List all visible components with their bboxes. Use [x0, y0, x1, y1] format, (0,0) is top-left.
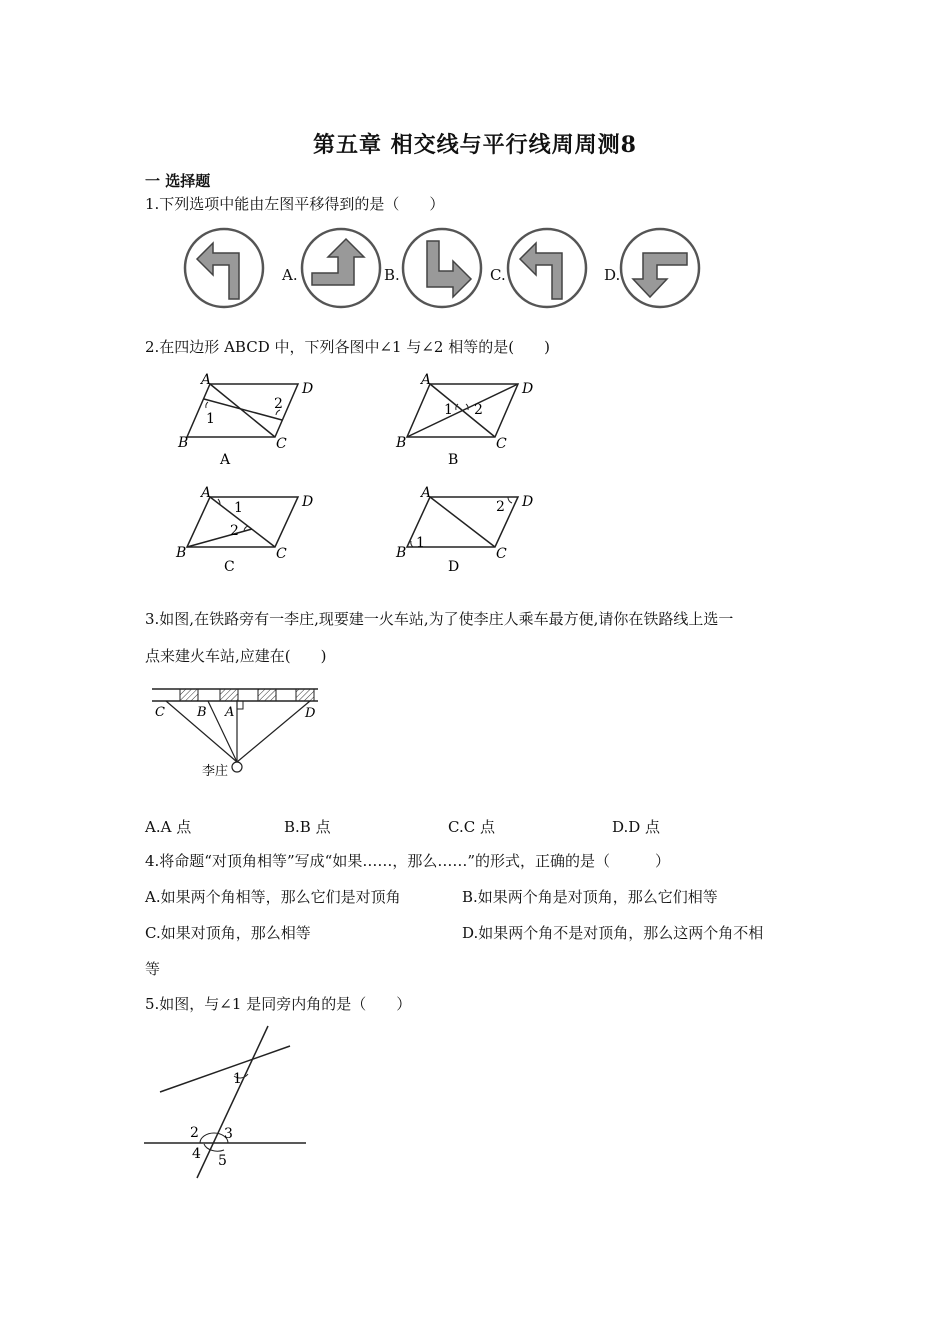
q2a-angle-1: 1: [206, 411, 215, 427]
q3-option-d: D.D 点: [612, 818, 661, 836]
q2a-vertex-d: D: [302, 381, 314, 397]
q3-option-b: B.B 点: [284, 818, 331, 836]
q5-angle-1: 1: [233, 1071, 242, 1087]
q1-option-a-figure: [300, 227, 384, 311]
q2c-angle-1: 1: [234, 500, 243, 516]
q2c-vertex-d: D: [302, 494, 314, 510]
q2b-vertex-b: B: [396, 435, 407, 451]
q5-angle-3: 3: [224, 1126, 233, 1142]
q3-label-c: C: [155, 705, 165, 720]
q2c-caption: C: [224, 559, 235, 575]
q2a-vertex-a: A: [201, 372, 212, 388]
q2-figure-b: [390, 372, 550, 472]
q4-option-b: B.如果两个角是对顶角，那么它们相等: [462, 888, 718, 906]
question-2-text: 2.在四边形 ABCD 中，下列各图中∠1 与∠2 相等的是( ): [145, 338, 550, 356]
q4-option-c: C.如果对顶角，那么相等: [145, 924, 311, 942]
q2-figure-a: [170, 372, 330, 472]
q1-option-d-figure: [619, 227, 703, 311]
q2c-vertex-a: A: [201, 485, 212, 501]
q3-label-d: D: [305, 706, 316, 721]
q2a-caption: A: [220, 452, 231, 468]
q2d-vertex-a: A: [421, 485, 432, 501]
q2c-vertex-c: C: [276, 546, 287, 562]
q5-angle-4: 4: [192, 1146, 201, 1162]
q5-angles-figure: [140, 1022, 315, 1182]
q4-option-d-wrap: 等: [145, 960, 161, 978]
q3-label-b: B: [197, 705, 207, 720]
question-3-line-1: 3.如图,在铁路旁有一李庄,现要建一火车站,为了使李庄人乘车最方便,请你在铁路线上选一: [145, 610, 734, 628]
q1-option-c-label: C.: [490, 266, 506, 284]
q5-angle-5: 5: [218, 1153, 227, 1169]
q2a-vertex-b: B: [178, 435, 189, 451]
q2b-vertex-a: A: [421, 372, 432, 388]
q1-option-d-label: D.: [604, 266, 621, 284]
q3-option-c: C.C 点: [448, 818, 495, 836]
q2d-vertex-b: B: [396, 545, 407, 561]
q2d-caption: D: [448, 559, 460, 575]
q2b-vertex-c: C: [496, 436, 507, 452]
q2b-vertex-d: D: [522, 381, 534, 397]
question-5-text: 5.如图，与∠1 是同旁内角的是（ ）: [145, 995, 412, 1013]
page-title: 第五章 相交线与平行线周周测8: [313, 132, 637, 158]
q2d-angle-2: 2: [496, 499, 505, 515]
q4-option-d: D.如果两个角不是对顶角，那么这两个角不相: [462, 924, 764, 942]
question-1-text: 1.下列选项中能由左图平移得到的是（ ）: [145, 195, 445, 213]
q3-option-a: A.A 点: [145, 818, 192, 836]
q2a-angle-2: 2: [274, 396, 283, 412]
q2-figure-d: [390, 485, 550, 585]
q2d-vertex-c: C: [496, 546, 507, 562]
q2b-angle-2: 2: [474, 402, 483, 418]
q2a-vertex-c: C: [276, 436, 287, 452]
q2c-vertex-b: B: [176, 545, 187, 561]
q2-figure-c: [170, 485, 330, 585]
q1-figure-original: [183, 227, 267, 311]
q1-option-b-label: B.: [384, 266, 400, 284]
q2b-angle-1: 1: [444, 402, 453, 418]
q2c-angle-2: 2: [230, 523, 239, 539]
q1-option-b-figure: [401, 227, 485, 311]
section-heading: 一 选择题: [145, 172, 211, 190]
q1-option-c-figure: [506, 227, 590, 311]
q3-label-a: A: [225, 705, 235, 720]
q2d-vertex-d: D: [522, 494, 534, 510]
q5-angle-2: 2: [190, 1125, 199, 1141]
q3-railway-figure: [150, 685, 325, 785]
q1-option-a-label: A.: [282, 266, 298, 284]
q2d-angle-1: 1: [416, 535, 425, 551]
q4-option-a: A.如果两个角相等，那么它们是对顶角: [145, 888, 401, 906]
q3-label-village: 李庄: [202, 764, 229, 779]
question-3-line-2: 点来建火车站,应建在( ): [145, 647, 327, 665]
q2b-caption: B: [448, 452, 459, 468]
question-4-text: 4.将命题“对顶角相等”写成“如果……，那么……”的形式，正确的是（ ）: [145, 852, 670, 870]
